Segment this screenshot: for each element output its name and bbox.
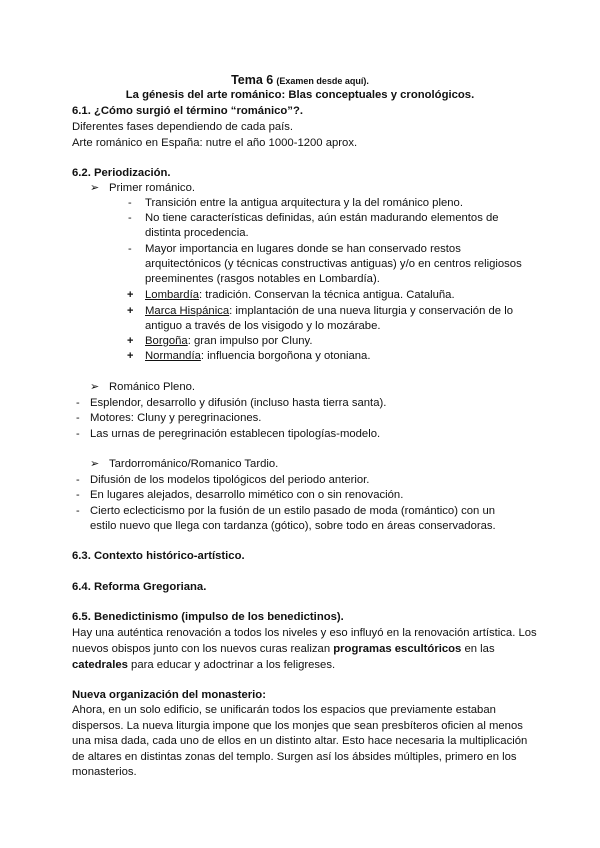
plus-bullet: + xyxy=(127,350,134,362)
list-item: Transición entre la antigua arquitectura y la del románico pleno. xyxy=(145,197,463,209)
heading-monasterio: Nueva organización del monasterio: xyxy=(72,689,266,701)
term-marca-hispanica: Marca Hispánica xyxy=(145,305,230,317)
emphasis-programas: programas escultóricos xyxy=(333,643,462,655)
dash-bullet: - xyxy=(76,505,80,517)
text-run: en las xyxy=(461,643,495,655)
paragraph-line: de altares en distintas zonas del templo. Surgen así los ábsides múltiples, primero en los xyxy=(72,751,517,763)
arrow-bullet-icon: ➢ xyxy=(90,381,100,393)
list-item: No tiene características definidas, aún están madurando elementos de xyxy=(145,212,499,224)
plus-bullet: + xyxy=(127,305,134,317)
list-item xyxy=(145,349,370,363)
heading-6-2: 6.2. Periodización. xyxy=(72,167,171,179)
paragraph-line xyxy=(72,658,335,672)
paragraph: Arte románico en España: nutre el año 1000-1200 aprox. xyxy=(72,137,358,149)
paragraph-line: dispersos. La nueva liturgia impone que los monjes que sean presbíteros oficien al menos xyxy=(72,720,523,732)
list-item: Cierto eclecticismo por la fusión de un estilo pasado de moda (romántico) con un xyxy=(90,505,496,517)
heading-6-4: 6.4. Reforma Gregoriana. xyxy=(72,581,207,593)
paragraph-line: monasterios. xyxy=(72,766,137,778)
list-item-continuation: preeminentes (rasgos notables en Lombardía). xyxy=(145,273,380,285)
list-item: Esplendor, desarrollo y difusión (incluso hasta tierra santa). xyxy=(90,397,387,409)
list-item xyxy=(145,288,455,302)
dash-bullet: - xyxy=(128,243,132,255)
list-item: Primer románico. xyxy=(109,182,196,194)
title-tema: Tema 6 xyxy=(231,73,274,87)
paragraph-line: una misa dada, cada uno de ellos en un distinto altar. Esto hace necesaria la multiplicación xyxy=(72,735,528,747)
dash-bullet: - xyxy=(128,212,132,224)
text-run: nuevos obispos junto con los nuevos curas realizan xyxy=(72,643,334,655)
list-item: Difusión de los modelos tipológicos del periodo anterior. xyxy=(90,474,370,486)
heading-6-1: 6.1. ¿Cómo surgió el término “románico”?. xyxy=(72,105,303,117)
plus-bullet: + xyxy=(127,289,134,301)
term-normandia: Normandía xyxy=(145,350,201,362)
title-note: (Examen desde aquí). xyxy=(276,76,369,86)
title-line xyxy=(0,73,600,88)
dash-bullet: - xyxy=(76,489,80,501)
text-run: para educar y adoctrinar a los feligreses. xyxy=(127,659,336,671)
list-item-text: : tradición. Conservan la técnica antigua. Cataluña. xyxy=(199,289,455,301)
paragraph-line: Hay una auténtica renovación a todos los niveles y eso influyó en la renovación artística. Los xyxy=(72,627,537,639)
heading-6-5: 6.5. Benedictinismo (impulso de los benedictinos). xyxy=(72,611,344,623)
arrow-bullet-icon: ➢ xyxy=(90,182,100,194)
list-item: Motores: Cluny y peregrinaciones. xyxy=(90,412,262,424)
list-item: Las urnas de peregrinación establecen tipologías-modelo. xyxy=(90,428,381,440)
list-item: Tardorrománico/Romanico Tardio. xyxy=(109,458,279,470)
list-item: En lugares alejados, desarrollo mimético con o sin renovación. xyxy=(90,489,404,501)
list-item xyxy=(145,334,312,348)
dash-bullet: - xyxy=(76,474,80,486)
paragraph-line xyxy=(72,642,495,656)
dash-bullet: - xyxy=(76,412,80,424)
subtitle: La génesis del arte románico: Blas conceptuales y cronológicos. xyxy=(125,89,475,101)
term-lombardia: Lombardía xyxy=(145,289,200,301)
list-item xyxy=(145,304,513,318)
list-item-text: : implantación de una nueva liturgia y conservación de lo xyxy=(229,305,513,317)
term-borgona: Borgoña xyxy=(145,335,188,347)
list-item: Románico Pleno. xyxy=(109,381,196,393)
paragraph-line: Ahora, en un solo edificio, se unificarán todos los espacios que previamente estaban xyxy=(72,704,496,716)
list-item-continuation: distinta procedencia. xyxy=(145,227,249,239)
list-item: Mayor importancia en lugares donde se han conservado restos xyxy=(145,243,461,255)
paragraph: Diferentes fases dependiendo de cada país. xyxy=(72,121,294,133)
list-item-continuation: arquitectónicos (y técnicas constructivas antiguas) y/o en centros religiosos xyxy=(145,258,522,270)
list-item-continuation: estilo nuevo que llega con tardanza (gótico), sobre todo en áreas conservadoras. xyxy=(90,520,496,532)
list-item-text: : gran impulso por Cluny. xyxy=(187,335,313,347)
plus-bullet: + xyxy=(127,335,134,347)
list-item-text: : influencia borgoñona y otoniana. xyxy=(200,350,371,362)
heading-6-3: 6.3. Contexto histórico-artístico. xyxy=(72,550,245,562)
list-item-continuation: antiguo a través de los visigodo y lo mozárabe. xyxy=(145,320,381,332)
emphasis-catedrales: catedrales xyxy=(72,659,128,671)
arrow-bullet-icon: ➢ xyxy=(90,458,100,470)
dash-bullet: - xyxy=(128,197,132,209)
dash-bullet: - xyxy=(76,428,80,440)
dash-bullet: - xyxy=(76,397,80,409)
